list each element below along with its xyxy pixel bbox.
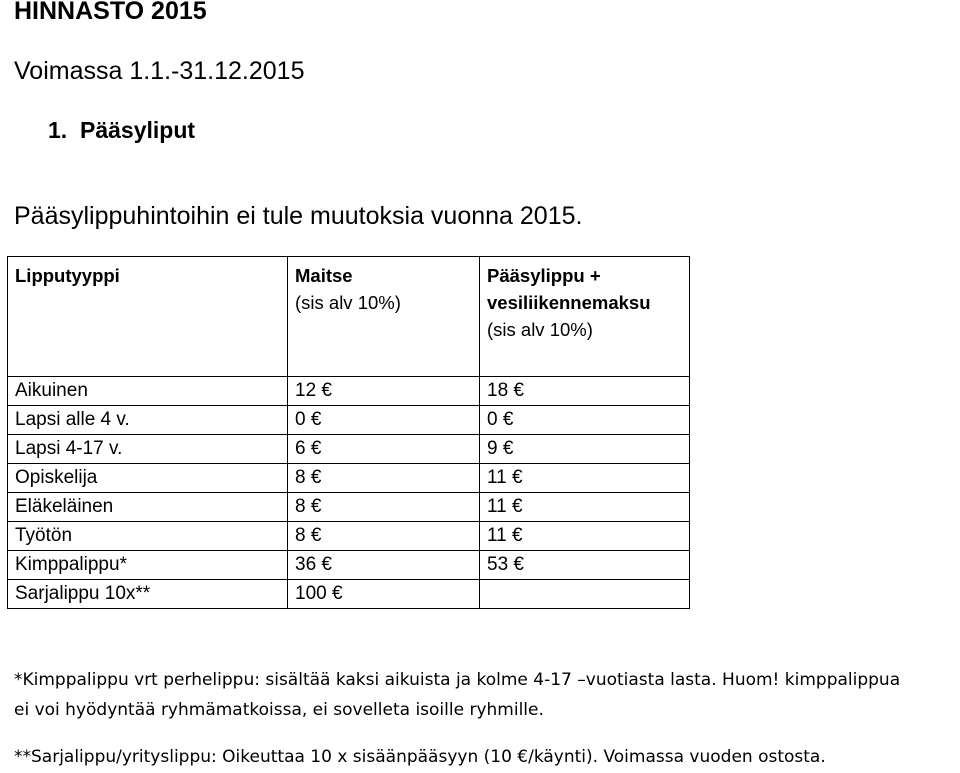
- boat-price-cell: 11 €: [480, 464, 690, 493]
- section-number: 1.: [48, 117, 68, 143]
- ticket-type-cell: Aikuinen: [8, 377, 288, 406]
- ticket-type-cell: Lapsi alle 4 v.: [8, 406, 288, 435]
- table-row: [8, 464, 690, 493]
- section-heading: [48, 117, 195, 144]
- table-row: [8, 551, 690, 580]
- ticket-type-cell: Sarjalippu 10x**: [8, 580, 288, 609]
- column-header-subtitle: (sis alv 10%): [295, 292, 401, 313]
- boat-price-cell: 11 €: [480, 493, 690, 522]
- column-header-title: Maitse: [295, 265, 353, 286]
- footnote-sarjalippu: **Sarjalippu/yrityslippu: Oikeuttaa 10 x sisäänpääsyyn (10 €/käynti). Voimassa vuoden ostosta.: [14, 747, 826, 767]
- validity-period: Voimassa 1.1.-31.12.2015: [14, 57, 305, 85]
- boat-price-cell: 0 €: [480, 406, 690, 435]
- land-price-cell: 8 €: [288, 493, 480, 522]
- table-row: [8, 522, 690, 551]
- table-row: [8, 377, 690, 406]
- ticket-type-cell: Työtön: [8, 522, 288, 551]
- table-row: [8, 493, 690, 522]
- boat-price-cell: [480, 580, 690, 609]
- table-row: [8, 580, 690, 609]
- land-price-cell: 36 €: [288, 551, 480, 580]
- page-title: HINNASTO 2015: [14, 0, 207, 25]
- column-header-subtitle: (sis alv 10%): [487, 319, 593, 340]
- ticket-type-cell: Opiskelija: [8, 464, 288, 493]
- column-header: [8, 257, 288, 377]
- table-row: [8, 406, 690, 435]
- column-header: [480, 257, 690, 377]
- ticket-type-cell: Lapsi 4-17 v.: [8, 435, 288, 464]
- column-header-subtitle: vesiliikennemaksu: [487, 292, 651, 313]
- boat-price-cell: 18 €: [480, 377, 690, 406]
- ticket-type-cell: Eläkeläinen: [8, 493, 288, 522]
- column-header: [288, 257, 480, 377]
- section-label: Pääsyliput: [80, 117, 196, 143]
- price-table: [7, 256, 690, 609]
- table-row: [8, 435, 690, 464]
- boat-price-cell: 9 €: [480, 435, 690, 464]
- ticket-type-cell: Kimppalippu*: [8, 551, 288, 580]
- table-header-row: [8, 257, 690, 377]
- boat-price-cell: 53 €: [480, 551, 690, 580]
- footnote-kimppalippu-line1: *Kimppalippu vrt perhelippu: sisältää kaksi aikuista ja kolme 4-17 –vuotiasta lasta. Huom! kimppalippua: [14, 670, 901, 690]
- footnote-kimppalippu-line2: ei voi hyödyntää ryhmämatkoissa, ei sovelleta isoille ryhmille.: [14, 700, 544, 720]
- land-price-cell: 8 €: [288, 464, 480, 493]
- column-header-title: Lipputyyppi: [15, 265, 120, 286]
- land-price-cell: 8 €: [288, 522, 480, 551]
- boat-price-cell: 11 €: [480, 522, 690, 551]
- land-price-cell: 12 €: [288, 377, 480, 406]
- land-price-cell: 0 €: [288, 406, 480, 435]
- table-body: [8, 377, 690, 609]
- land-price-cell: 100 €: [288, 580, 480, 609]
- intro-text: Pääsylippuhintoihin ei tule muutoksia vuonna 2015.: [14, 202, 583, 230]
- column-header-title: Pääsylippu +: [487, 265, 601, 286]
- land-price-cell: 6 €: [288, 435, 480, 464]
